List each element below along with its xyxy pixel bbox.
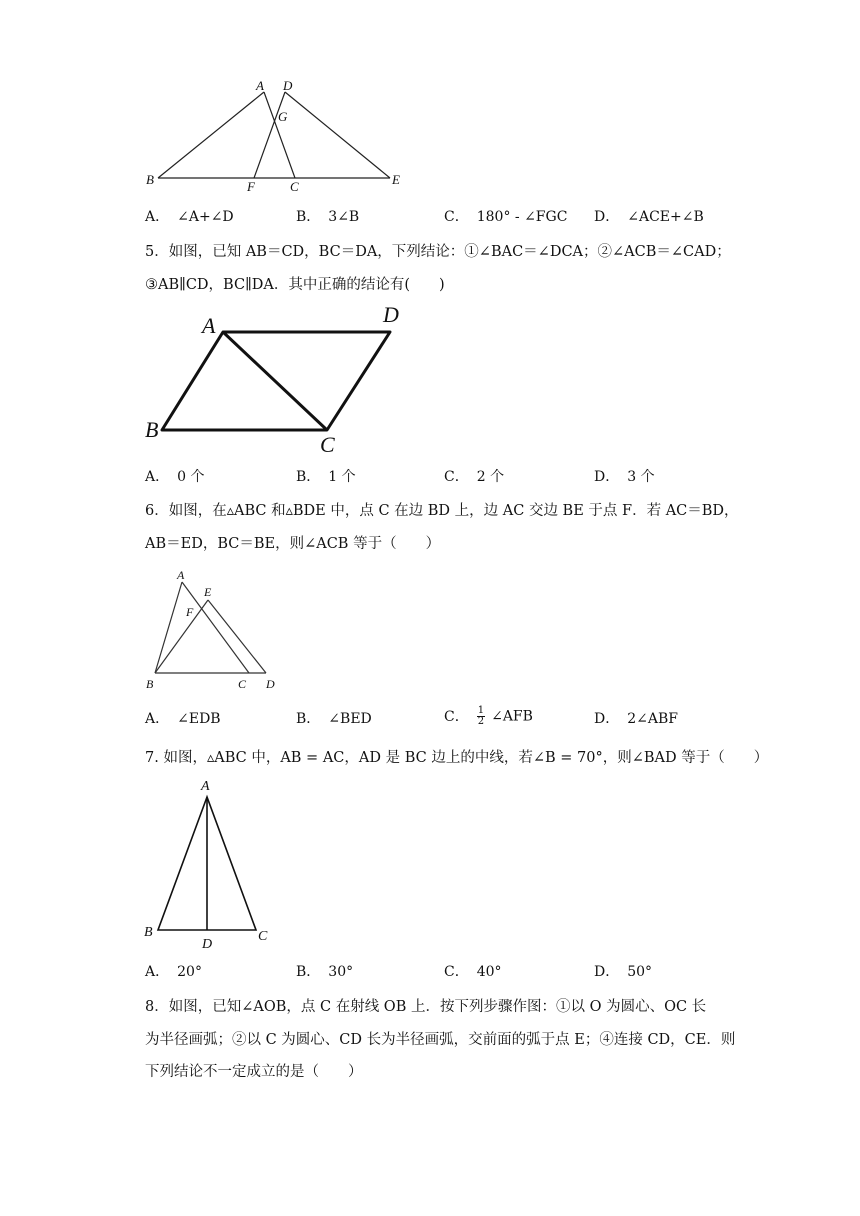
option-text: 0 个 [177,469,205,485]
option-key: C． [444,708,469,725]
segment-DF [254,92,285,178]
option-key: B． [296,209,321,225]
option-b[interactable] [296,709,372,729]
label-F: F [247,179,255,194]
option-key: C． [444,964,469,980]
segment-BA [158,92,264,178]
label-D: D [283,78,293,93]
option-text: 2∠ABF [627,711,678,727]
option-text: 30° [328,964,354,980]
label-A: A [201,779,210,794]
label-A: A [256,78,264,93]
question-5-line-1: 5．如图，已知 AB＝CD，BC＝DA，下列结论：①∠BAC＝∠DCA；②∠ACB＝∠CAD； [145,244,731,260]
label-B: B [145,417,159,442]
option-text: 1 个 [328,469,356,485]
option-key: A． [145,964,170,980]
label-C: C [320,432,335,457]
option-key: A． [145,711,170,727]
segment-AC [264,92,295,178]
option-a[interactable] [145,207,234,227]
option-key: C． [444,209,469,225]
question-5-line-2: ③AB∥CD，BC∥DA．其中正确的结论有( ) [145,277,445,293]
question-6-line-1: 6．如图，在▵ABC 和▵BDE 中，点 C 在边 BD 上，边 AC 交边 BE 于点 F．若 AC＝BD， [145,503,739,519]
label-C: C [258,929,268,944]
label-B: B [146,677,154,691]
option-key: A． [145,209,170,225]
option-key: D． [594,469,620,485]
option-text: 40° [476,964,502,980]
label-E: E [204,585,212,599]
option-key: B． [296,964,321,980]
option-key: D． [594,964,620,980]
label-B: B [144,925,153,940]
label-B: B [146,172,154,187]
label-C: C [238,677,247,691]
segment-BA [155,582,182,673]
label-D: D [202,937,213,952]
question-6-line-2: AB＝ED，BC＝BE，则∠ACB 等于（ ） [145,536,441,552]
label-A: A [202,313,216,338]
option-b[interactable] [296,467,356,487]
option-text: 2 个 [476,469,505,485]
segment-AC [182,582,249,673]
option-c[interactable] [444,207,567,227]
option-key: B． [296,469,321,485]
option-text: 3∠B [328,209,360,225]
label-D: D [383,302,399,327]
option-a[interactable] [145,709,221,729]
question-7-line-1: 7. 如图，▵ABC 中，AB = AC，AD 是 BC 边上的中线，若∠B = 70°，则∠BAD 等于（ ） [145,750,769,766]
label-F: F [186,605,194,619]
segment-BE [155,600,208,673]
diagonal-AC [223,332,327,430]
question-8-line-2: 为半径画弧；②以 C 为圆心、CD 长为半径画弧，交前面的弧于点 E；④连接 CD，CE．则 [145,1032,736,1048]
option-c[interactable] [444,467,504,487]
option-text: 180° - ∠FGC [476,209,568,225]
option-c[interactable] [444,962,502,982]
option-text: ∠EDB [177,711,221,727]
option-text: ∠ACE+∠B [627,209,704,225]
option-text: 20° [177,964,202,980]
option-d[interactable] [594,207,704,227]
fraction-one-half [477,706,485,727]
option-text: ∠AFB [491,708,533,725]
option-key: C． [444,469,469,485]
option-text: ∠BED [328,711,372,727]
option-key: B． [296,711,321,727]
option-text: ∠A+∠D [177,209,234,225]
option-b[interactable] [296,962,353,982]
option-key: A． [145,469,170,485]
option-a[interactable] [145,467,204,487]
option-a[interactable] [145,962,202,982]
option-key: D． [594,209,620,225]
option-d[interactable] [594,467,655,487]
label-D: D [266,677,275,691]
label-E: E [392,172,400,187]
option-c[interactable] [444,706,533,727]
fraction-denominator: 2 [477,716,485,727]
question-8-line-1: 8．如图，已知∠AOB，点 C 在射线 OB 上．按下列步骤作图：①以 O 为圆心、OC 长 [145,999,707,1015]
option-key: D． [594,711,620,727]
option-text: 3 个 [627,469,655,485]
fraction-numerator: 1 [477,705,485,716]
label-C: C [290,179,299,194]
segment-DE [285,92,390,178]
question-8-line-3: 下列结论不一定成立的是（ ） [145,1064,363,1080]
label-G: G [278,109,288,124]
segment-ED [208,600,266,673]
option-b[interactable] [296,207,359,227]
option-d[interactable] [594,962,652,982]
option-text: 50° [627,964,653,980]
label-A: A [177,568,185,582]
option-d[interactable] [594,709,678,729]
